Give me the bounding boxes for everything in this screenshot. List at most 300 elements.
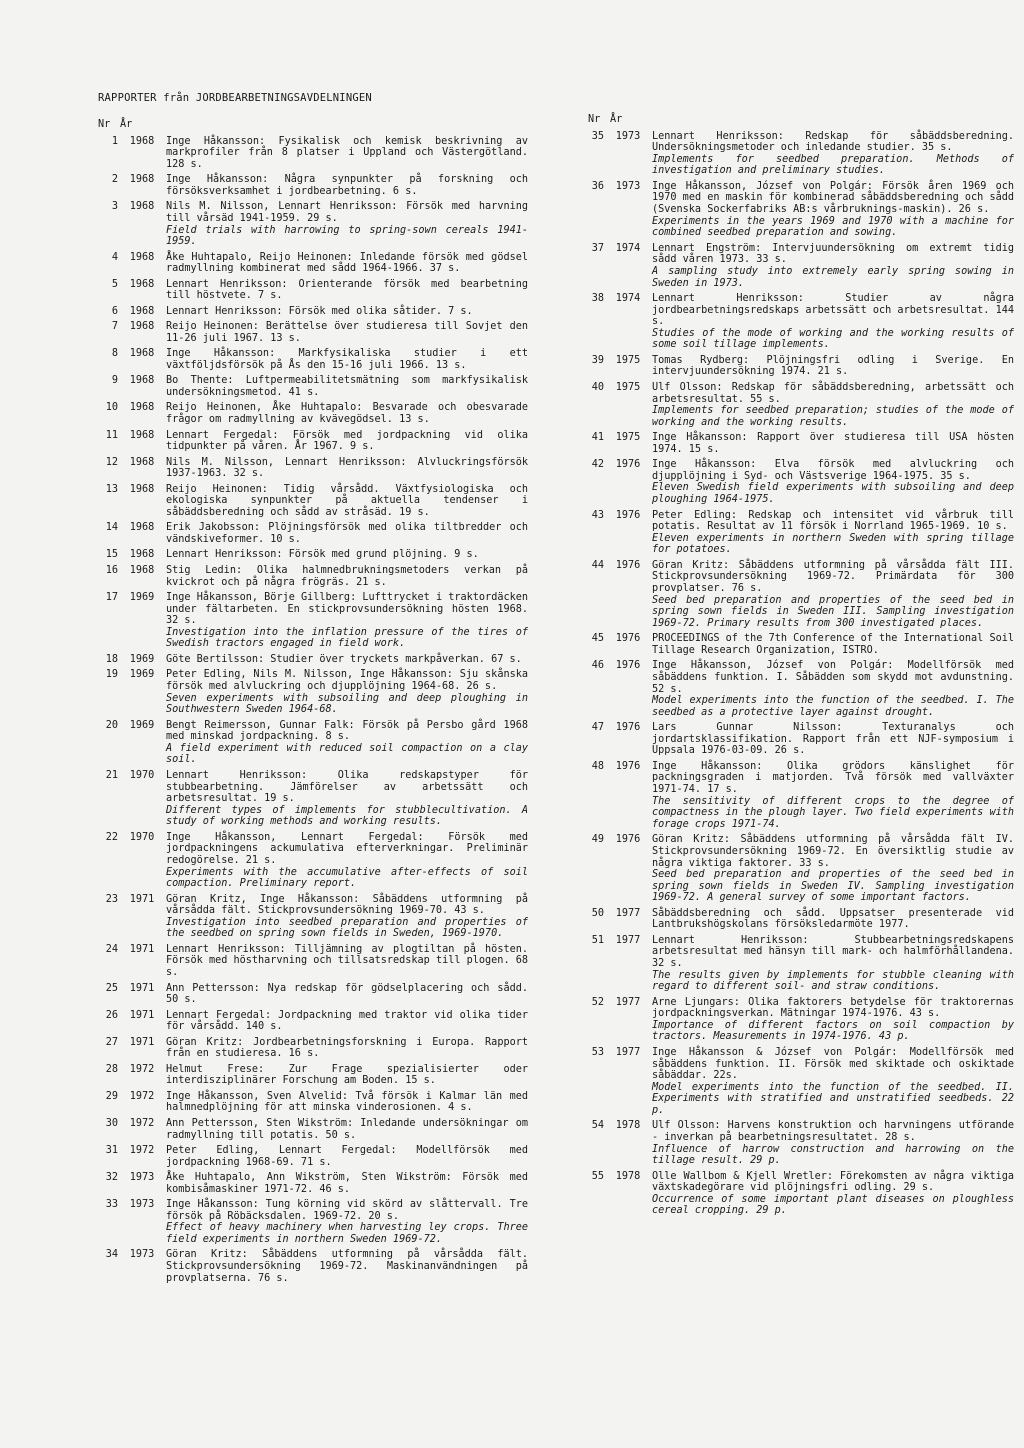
entry-year: 1968 xyxy=(129,429,155,441)
entry-body xyxy=(652,834,1014,904)
entry-title: Peter Edling, Lennart Fergedal: Modellförsök med jordpackning 1968-69. 71 s. xyxy=(166,1145,528,1168)
entry-year: 1972 xyxy=(129,1063,155,1075)
left-column xyxy=(98,119,528,1288)
entry-number: 9 xyxy=(111,375,118,387)
entry-body xyxy=(166,654,528,666)
year-header: År xyxy=(610,114,623,125)
entry-number: 43 xyxy=(591,509,604,521)
report-entry xyxy=(98,983,528,1006)
entry-number: 42 xyxy=(591,459,604,471)
entry-number: 49 xyxy=(591,834,604,846)
report-entry xyxy=(98,306,528,318)
entry-body xyxy=(166,669,528,715)
entry-year: 1977 xyxy=(615,996,641,1008)
entry-year: 1974 xyxy=(615,292,641,304)
entry-body xyxy=(652,293,1014,351)
entry-year: 1968 xyxy=(129,305,155,317)
entry-number: 27 xyxy=(105,1036,118,1048)
report-entry xyxy=(98,832,528,890)
entry-title: Inge Håkansson: Markfysikaliska studier i ett växtföljdsförsök på Ås den 15-16 juli 1966. 13 s. xyxy=(166,348,528,371)
entry-year: 1976 xyxy=(615,660,641,672)
entry-year: 1968 xyxy=(129,348,155,360)
entry-year: 1971 xyxy=(129,943,155,955)
report-entry xyxy=(98,252,528,275)
entry-english-title: The results given by implements for stubble cleaning with regard to different soil- and straw conditions. xyxy=(652,969,1014,993)
report-entry xyxy=(98,1199,528,1245)
entry-title: Inge Håkansson: Elva försök med alvluckring och djupplöjning i Syd- och Västsverige 1964-1975. 35 s. xyxy=(652,459,1014,482)
entry-year: 1968 xyxy=(129,456,155,468)
entry-title: Erik Jakobsson: Plöjningsförsök med olika tiltbredder och vändskiveformer. 10 s. xyxy=(166,522,528,545)
entry-body xyxy=(166,522,528,545)
entry-body xyxy=(652,1047,1014,1117)
entry-body xyxy=(652,243,1014,289)
entry-body xyxy=(166,1118,528,1141)
entry-body xyxy=(652,1120,1014,1166)
entry-title: Göran Kritz: Jordbearbetningsforskning i Europa. Rapport från en studieresa. 16 s. xyxy=(166,1036,528,1060)
report-entry xyxy=(588,997,1014,1043)
entry-year: 1978 xyxy=(615,1120,641,1132)
entry-year: 1975 xyxy=(615,432,641,444)
entry-english-title: Occurrence of some important plant diseases on ploughless cereal cropping. 29 p. xyxy=(652,1193,1014,1217)
entry-title: Lennart Henriksson: Studier av några jordbearbetningsredskaps arbetssätt och arbetsresultat. 144 s. xyxy=(652,292,1014,328)
entry-year: 1976 xyxy=(615,509,641,521)
right-column-header xyxy=(588,114,1014,126)
entry-year: 1972 xyxy=(129,1117,155,1129)
entry-number: 20 xyxy=(105,719,118,731)
report-entry xyxy=(98,549,528,561)
entry-number: 25 xyxy=(105,982,118,994)
entry-body xyxy=(166,136,528,171)
entry-body xyxy=(166,430,528,453)
entry-body xyxy=(652,908,1014,931)
entry-year: 1972 xyxy=(129,1145,155,1157)
entry-title: Lennart Henriksson: Försök med grund plöjning. 9 s. xyxy=(166,549,479,561)
entry-body xyxy=(166,1064,528,1087)
entry-title: Lennart Henriksson: Stubbearbetningsredskapens arbetsresultat med hänsyn till mark- och halmförhållandena. 32 s. xyxy=(652,934,1014,970)
entry-number: 10 xyxy=(105,402,118,414)
entry-number: 34 xyxy=(105,1249,118,1261)
entry-english-title: Seven experiments with subsoiling and deep ploughing in Southwestern Sweden 1964-68. xyxy=(166,692,528,716)
entry-title: Göte Bertilsson: Studier över tryckets markpåverkan. 67 s. xyxy=(166,653,522,665)
entry-year: 1968 xyxy=(129,251,155,263)
entry-body xyxy=(166,832,528,890)
entry-year: 1969 xyxy=(129,669,155,681)
report-entry xyxy=(98,592,528,650)
entry-title: Göran Kritz: Såbäddens utformning på vårsådda fält III. Stickprovsundersökning 1969-72. Primärdata för 300 provplatser. 76 s. xyxy=(652,559,1014,594)
entry-year: 1973 xyxy=(129,1199,155,1211)
entry-number: 39 xyxy=(591,354,604,366)
entry-body xyxy=(166,201,528,247)
entry-body xyxy=(166,770,528,828)
entry-title: Ulf Olsson: Harvens konstruktion och harvningens utförande - inverkan på bearbetningsresultatet. 28 s. xyxy=(652,1120,1014,1144)
entry-body xyxy=(166,944,528,979)
entry-number: 51 xyxy=(591,934,604,946)
entry-english-title: Field trials with harrowing to spring-sown cereals 1941-1959. xyxy=(166,224,528,248)
report-entry xyxy=(98,720,528,766)
report-entry xyxy=(98,565,528,588)
entry-title: Inge Håkansson & József von Polgár: Modellförsök med såbäddens funktion. II. Försök med skiktade och oskiktade såbäddar. 22s. xyxy=(652,1046,1014,1082)
entry-number: 50 xyxy=(591,907,604,919)
report-entry xyxy=(98,1064,528,1087)
entry-body xyxy=(652,761,1014,831)
right-column xyxy=(588,114,1014,1221)
entry-english-title: Implements for seedbed preparation; studies of the mode of working and the working results. xyxy=(652,405,1014,428)
entry-body xyxy=(166,1091,528,1114)
entry-year: 1976 xyxy=(615,760,641,772)
entry-title: Bo Thente: Luftpermeabilitetsmätning som markfysikalisk undersökningsmetod. 41 s. xyxy=(166,375,528,398)
entry-number: 22 xyxy=(105,831,118,843)
entry-number: 17 xyxy=(105,592,118,604)
entry-number: 6 xyxy=(111,305,118,317)
entry-body xyxy=(166,321,528,344)
entry-year: 1968 xyxy=(129,321,155,333)
entry-english-title: Experiments with the accumulative after-effects of soil compaction. Preliminary report. xyxy=(166,866,528,890)
entry-number: 15 xyxy=(105,549,118,561)
entry-year: 1978 xyxy=(615,1170,641,1182)
entry-title: Ann Pettersson, Sten Wikström: Inledande undersökningar om radmyllning till potatis. 50 s. xyxy=(166,1117,528,1141)
report-entry xyxy=(98,201,528,247)
entry-number: 46 xyxy=(591,660,604,672)
entry-title: Stig Ledin: Olika halmnedbrukningsmetoders verkan på kvickrot och på några frögräs. 21 s. xyxy=(166,564,528,588)
report-entry xyxy=(98,1249,528,1284)
report-entry xyxy=(98,770,528,828)
entry-title: Inge Håkansson, Lennart Fergedal: Försök med jordpackningens ackumulativa efterverkningar. Preliminär redogörelse. 21 s. xyxy=(166,831,528,866)
entry-body xyxy=(166,484,528,519)
entry-number: 55 xyxy=(591,1170,604,1182)
report-entry xyxy=(98,430,528,453)
report-entry xyxy=(588,834,1014,904)
entry-year: 1971 xyxy=(129,893,155,905)
entry-year: 1969 xyxy=(129,592,155,604)
entry-body xyxy=(652,660,1014,718)
entry-english-title: Model experiments into the function of the seedbed. I. The seedbed as a protective layer against drought. xyxy=(652,695,1014,718)
entry-body xyxy=(652,355,1014,378)
entry-body xyxy=(166,1145,528,1168)
entry-year: 1971 xyxy=(129,982,155,994)
entry-body xyxy=(166,1249,528,1284)
report-entry xyxy=(98,1010,528,1033)
entry-title: Inge Håkansson: Olika grödors känslighet för packningsgraden i matjorden. Två försök med vallväxter 1971-74. 17 s. xyxy=(652,760,1014,796)
entry-title: Inge Håkansson: Några synpunkter på forskning och försöksverksamhet i jordbearbetning. 6 s. xyxy=(166,174,528,197)
entry-title: Göran Kritz: Såbäddens utformning på vårsådda fält IV. Stickprovsundersökning 1969-72. En översiktlig studie av några viktiga faktorer. 33 s. xyxy=(652,834,1014,869)
entry-number: 32 xyxy=(105,1172,118,1184)
entry-title: Peter Edling, Nils M. Nilsson, Inge Håkansson: Sju skånska försök med alvluckring och djupplöjning 1964-68. 26 s. xyxy=(166,669,528,692)
report-entry xyxy=(98,375,528,398)
entry-year: 1973 xyxy=(615,180,641,192)
entry-year: 1968 xyxy=(129,174,155,186)
entry-year: 1968 xyxy=(129,278,155,290)
report-entry xyxy=(588,660,1014,718)
entry-year: 1976 xyxy=(615,722,641,734)
entry-year: 1977 xyxy=(615,1046,641,1058)
report-entry xyxy=(98,321,528,344)
entry-english-title: Implements for seedbed preparation. Methods of investigation and preliminary studies. xyxy=(652,153,1014,177)
report-entry xyxy=(588,181,1014,239)
report-entry xyxy=(98,669,528,715)
entry-english-title: Studies of the mode of working and the working results of some soil tillage implements. xyxy=(652,327,1014,351)
entry-number: 14 xyxy=(105,522,118,534)
report-entry xyxy=(588,432,1014,455)
entry-english-title: Seed bed preparation and properties of the seed bed in spring sown fields in Sweden IV. Sampling investigation 1969-72. A general survey of some important factors. xyxy=(652,869,1014,904)
report-entry xyxy=(98,944,528,979)
entry-title: Inge Håkansson: Tung körning vid skörd av slåttervall. Tre försök på Röbäcksdalen. 1969-72. 20 s. xyxy=(166,1199,528,1222)
entry-title: Lennart Fergedal: Försök med jordpackning vid olika tidpunkter på våren. År 1967. 9 s. xyxy=(166,429,528,453)
entry-english-title: The sensitivity of different crops to the degree of compactness in the plough layer. Two field experiments with forage crops 1971-74. xyxy=(652,795,1014,830)
entry-year: 1971 xyxy=(129,1036,155,1048)
report-entry xyxy=(588,131,1014,177)
entry-number: 48 xyxy=(591,760,604,772)
entry-title: Inge Håkansson, József von Polgár: Modellförsök med såbäddens funktion. I. Såbädden som skydd mot avdunstning. 52 s. xyxy=(652,660,1014,695)
entry-year: 1977 xyxy=(615,934,641,946)
entry-year: 1977 xyxy=(615,907,641,919)
entry-number: 40 xyxy=(591,381,604,393)
entry-english-title: A field experiment with reduced soil compaction on a clay soil. xyxy=(166,742,528,766)
entry-body xyxy=(166,592,528,650)
entry-year: 1973 xyxy=(615,130,641,142)
entry-title: Åke Huhtapalo, Ann Wikström, Sten Wikström: Försök med kombisåmaskiner 1971-72. 46 s. xyxy=(166,1172,528,1195)
report-entry xyxy=(588,243,1014,289)
report-entry xyxy=(588,459,1014,505)
entry-year: 1975 xyxy=(615,381,641,393)
right-entry-list xyxy=(588,131,1014,1217)
entry-title: Inge Håkansson: Rapport över studieresa till USA hösten 1974. 15 s. xyxy=(652,432,1014,455)
entry-year: 1976 xyxy=(615,633,641,645)
report-entry xyxy=(588,1120,1014,1166)
entry-english-title: Influence of harrow construction and harrowing on the tillage result. 29 p. xyxy=(652,1143,1014,1167)
entry-year: 1969 xyxy=(129,719,155,731)
entry-title: Nils M. Nilsson, Lennart Henriksson: Försök med harvning till vårsäd 1941-1959. 29 s. xyxy=(166,201,528,224)
entry-number: 18 xyxy=(105,653,118,665)
report-entry xyxy=(98,484,528,519)
entry-body xyxy=(652,560,1014,630)
entry-body xyxy=(652,382,1014,428)
entry-number: 41 xyxy=(591,432,604,444)
entry-title: Ann Pettersson: Nya redskap för gödselplacering och sådd. 50 s. xyxy=(166,982,528,1006)
entry-number: 33 xyxy=(105,1199,118,1211)
entry-title: Lennart Henriksson: Orienterande försök med bearbetning till höstvete. 7 s. xyxy=(166,278,528,302)
entry-title: Reijo Heinonen: Berättelse över studieresa till Sovjet den 11-26 juli 1967. 13 s. xyxy=(166,321,528,344)
report-entry xyxy=(588,935,1014,993)
entry-number: 7 xyxy=(111,321,118,333)
entry-number: 28 xyxy=(105,1063,118,1075)
left-column-header xyxy=(98,119,528,131)
report-entry xyxy=(98,279,528,302)
entry-title: Såbäddsberedning och sådd. Uppsatser presenterade vid Lantbrukshögskolans försöksledarmöte 1977. xyxy=(652,907,1014,931)
entry-number: 19 xyxy=(105,669,118,681)
report-entry xyxy=(98,522,528,545)
entry-number: 2 xyxy=(111,174,118,186)
entry-title: Reijo Heinonen, Åke Huhtapalo: Besvarade och obesvarade frågor om radmyllning av kvävegödsel. 13 s. xyxy=(166,402,528,426)
entry-year: 1968 xyxy=(129,564,155,576)
entry-number: 53 xyxy=(591,1046,604,1058)
entry-year: 1968 xyxy=(129,483,155,495)
entry-body xyxy=(166,1010,528,1033)
entry-year: 1968 xyxy=(129,522,155,534)
entry-body xyxy=(652,1171,1014,1217)
entry-english-title: Effect of heavy machinery when harvesting ley crops. Three field experiments in northern Sweden 1969-72. xyxy=(166,1222,528,1245)
entry-body xyxy=(166,983,528,1006)
entry-year: 1975 xyxy=(615,354,641,366)
report-entry xyxy=(98,894,528,940)
entry-year: 1968 xyxy=(129,135,155,147)
report-entry xyxy=(588,761,1014,831)
entry-body xyxy=(166,348,528,371)
entry-body xyxy=(166,402,528,425)
entry-body xyxy=(652,633,1014,656)
entry-title: Inge Håkansson, Sven Alvelid: Två försök i Kalmar län med halmnedplöjning för att minska vinderosionen. 4 s. xyxy=(166,1090,528,1114)
entry-number: 45 xyxy=(591,633,604,645)
entry-body xyxy=(166,549,528,561)
entry-year: 1969 xyxy=(129,653,155,665)
entry-body xyxy=(166,894,528,940)
entry-english-title: A sampling study into extremely early spring sowing in Sweden in 1973. xyxy=(652,265,1014,289)
report-entry xyxy=(98,654,528,666)
entry-year: 1968 xyxy=(129,201,155,213)
entry-title: Inge Håkansson, József von Polgár: Försök åren 1969 och 1970 med en maskin för kombinerad såbäddsberedning och sådd (Svenska Sockerfabriks AB:s vårbruknings-maskin). 26 s. xyxy=(652,180,1014,216)
entry-year: 1968 xyxy=(129,375,155,387)
entry-year: 1971 xyxy=(129,1009,155,1021)
entry-body xyxy=(652,181,1014,239)
entry-number: 3 xyxy=(111,201,118,213)
nr-header: Nr xyxy=(98,119,111,130)
entry-title: Helmut Frese: Zur Frage spezialisierter oder interdisziplinärer Forschung am Boden. 15 s. xyxy=(166,1063,528,1087)
entry-title: Olle Wallbom & Kjell Wretler: Förekomsten av några viktiga växtskadegörare vid plöjningsfri odling. 29 s. xyxy=(652,1170,1014,1194)
entry-title: Bengt Reimersson, Gunnar Falk: Försök på Persbo gård 1968 med minskad jordpackning. 8 s. xyxy=(166,719,528,743)
entry-title: Lars Gunnar Nilsson: Texturanalys och jordartsklassifikation. Rapport från ett NJF-symposium i Uppsala 1976-03-09. 26 s. xyxy=(652,722,1014,757)
entry-english-title: Importance of different factors on soil compaction by tractors. Measurements in 1974-1976. 43 p. xyxy=(652,1019,1014,1043)
entry-title: PROCEEDINGS of the 7th Conference of the International Soil Tillage Research Organization, ISTRO. xyxy=(652,633,1014,656)
entry-number: 16 xyxy=(105,564,118,576)
report-entry xyxy=(98,174,528,197)
entry-title: Tomas Rydberg: Plöjningsfri odling i Sverige. En intervjuundersökning 1974. 21 s. xyxy=(652,354,1014,378)
report-entry xyxy=(98,1037,528,1060)
entry-english-title: Different types of implements for stubblecultivation. A study of working methods and working results. xyxy=(166,804,528,828)
left-entry-list xyxy=(98,136,528,1285)
entry-number: 5 xyxy=(111,278,118,290)
entry-body xyxy=(166,720,528,766)
entry-title: Inge Håkansson: Fysikalisk och kemisk beskrivning av markprofiler från 8 platser i Uppland och Västergötland. 128 s. xyxy=(166,135,528,170)
entry-number: 4 xyxy=(111,251,118,263)
entry-year: 1973 xyxy=(129,1172,155,1184)
entry-title: Göran Kritz: Såbäddens utformning på vårsådda fält. Stickprovsundersökning 1969-72. Maskinanvändningen på provplatserna. 76 s. xyxy=(166,1249,528,1284)
entry-number: 36 xyxy=(591,180,604,192)
year-header: År xyxy=(120,119,133,130)
entry-title: Lennart Henriksson: Olika redskapstyper för stubbearbetning. Jämförelser av arbetssätt och arbetsresultat. 19 s. xyxy=(166,769,528,805)
report-entry xyxy=(98,457,528,480)
entry-number: 29 xyxy=(105,1090,118,1102)
entry-english-title: Eleven experiments in northern Sweden with spring tillage for potatoes. xyxy=(652,532,1014,556)
entry-title: Inge Håkansson, Börje Gillberg: Lufttrycket i traktordäcken under fältarbeten. En stickprovsundersökning hösten 1968. 32 s. xyxy=(166,592,528,627)
entry-title: Ulf Olsson: Redskap för såbäddsberedning, arbetssätt och arbetsresultat. 55 s. xyxy=(652,381,1014,405)
entry-body xyxy=(652,722,1014,757)
report-entry xyxy=(98,136,528,171)
entry-number: 13 xyxy=(105,483,118,495)
entry-number: 23 xyxy=(105,893,118,905)
report-entry xyxy=(588,908,1014,931)
entry-english-title: Seed bed preparation and properties of the seed bed in spring sown fields in Sweden III. Sampling investigation 1969-72. Primary results from 300 investigated places. xyxy=(652,594,1014,629)
entry-year: 1976 xyxy=(615,834,641,846)
report-entry xyxy=(98,1172,528,1195)
report-entry xyxy=(588,382,1014,428)
entry-number: 1 xyxy=(111,135,118,147)
entry-body xyxy=(166,1199,528,1245)
entry-number: 54 xyxy=(591,1120,604,1132)
entry-year: 1968 xyxy=(129,402,155,414)
entry-body xyxy=(166,306,528,318)
entry-body xyxy=(166,1172,528,1195)
report-entry xyxy=(588,510,1014,556)
entry-number: 35 xyxy=(591,130,604,142)
entry-title: Lennart Henriksson: Försök med olika såtider. 7 s. xyxy=(166,305,473,317)
report-entry xyxy=(588,355,1014,378)
entry-number: 44 xyxy=(591,559,604,571)
entry-number: 11 xyxy=(105,429,118,441)
entry-title: Reijo Heinonen: Tidig vårsådd. Växtfysiologiska och ekologiska synpunkter på aktuella tendenser i såbäddsberedning och sådd av stråsäd. 19 s. xyxy=(166,483,528,518)
entry-number: 24 xyxy=(105,943,118,955)
entry-number: 47 xyxy=(591,722,604,734)
entry-number: 52 xyxy=(591,996,604,1008)
entry-title: Lennart Henriksson: Tilljämning av plogtiltan på hösten. Försök med höstharvning och tillsatsredskap till plogen. 68 s. xyxy=(166,943,528,979)
entry-body xyxy=(166,457,528,480)
report-entry xyxy=(588,293,1014,351)
nr-header: Nr xyxy=(588,114,601,125)
entry-english-title: Investigation into the inflation pressure of the tires of Swedish tractors engaged in field work. xyxy=(166,626,528,650)
entry-body xyxy=(166,375,528,398)
report-entry xyxy=(588,560,1014,630)
entry-number: 12 xyxy=(105,456,118,468)
report-entry xyxy=(98,1091,528,1114)
entry-year: 1976 xyxy=(615,559,641,571)
entry-number: 38 xyxy=(591,292,604,304)
report-entry xyxy=(98,402,528,425)
entry-title: Lennart Engström: Intervjuundersökning om extremt tidig sådd våren 1973. 33 s. xyxy=(652,242,1014,266)
entry-title: Lennart Fergedal: Jordpackning med traktor vid olika tider för vårsådd. 140 s. xyxy=(166,1009,528,1033)
entry-number: 30 xyxy=(105,1117,118,1129)
entry-body xyxy=(652,432,1014,455)
entry-title: Lennart Henriksson: Redskap för såbäddsberedning. Undersökningsmetoder och inledande studier. 35 s. xyxy=(652,130,1014,154)
entry-number: 21 xyxy=(105,769,118,781)
entry-number: 26 xyxy=(105,1009,118,1021)
entry-title: Göran Kritz, Inge Håkansson: Såbäddens utformning på vårsådda fält. Stickprovsundersökning 1969-70. 43 s. xyxy=(166,893,528,917)
entry-title: Åke Huhtapalo, Reijo Heinonen: Inledande försök med gödsel radmyllning kombinerat med sådd 1964-1966. 37 s. xyxy=(166,251,528,275)
entry-year: 1974 xyxy=(615,242,641,254)
entry-body xyxy=(652,997,1014,1043)
entry-english-title: Experiments in the years 1969 and 1970 with a machine for combined seedbed preparation and sowing. xyxy=(652,215,1014,239)
entry-body xyxy=(652,459,1014,505)
entry-body xyxy=(652,935,1014,993)
entry-year: 1970 xyxy=(129,769,155,781)
entry-year: 1970 xyxy=(129,831,155,843)
entry-year: 1972 xyxy=(129,1090,155,1102)
entry-body xyxy=(652,510,1014,556)
page-heading: RAPPORTER från JORDBEARBETNINGSAVDELNINGEN xyxy=(98,92,372,104)
entry-number: 31 xyxy=(105,1145,118,1157)
entry-body xyxy=(652,131,1014,177)
entry-body xyxy=(166,565,528,588)
entry-english-title: Eleven Swedish field experiments with subsoiling and deep ploughing 1964-1975. xyxy=(652,482,1014,506)
entry-title: Arne Ljungars: Olika faktorers betydelse för traktorernas jordpackningsverkan. Mätningar 1974-1976. 43 s. xyxy=(652,996,1014,1020)
report-entry xyxy=(98,348,528,371)
report-entry xyxy=(98,1118,528,1141)
entry-english-title: Model experiments into the function of the seedbed. II. Experiments with stratified and unstratified seedbeds. 22 p. xyxy=(652,1081,1014,1116)
entry-body xyxy=(166,252,528,275)
report-entry xyxy=(588,1047,1014,1117)
entry-year: 1968 xyxy=(129,549,155,561)
entry-english-title: Investigation into seedbed preparation and properties of the seedbed on spring sown fields in Sweden, 1969-1970. xyxy=(166,916,528,940)
entry-body xyxy=(166,1037,528,1060)
entry-body xyxy=(166,279,528,302)
entry-year: 1976 xyxy=(615,459,641,471)
